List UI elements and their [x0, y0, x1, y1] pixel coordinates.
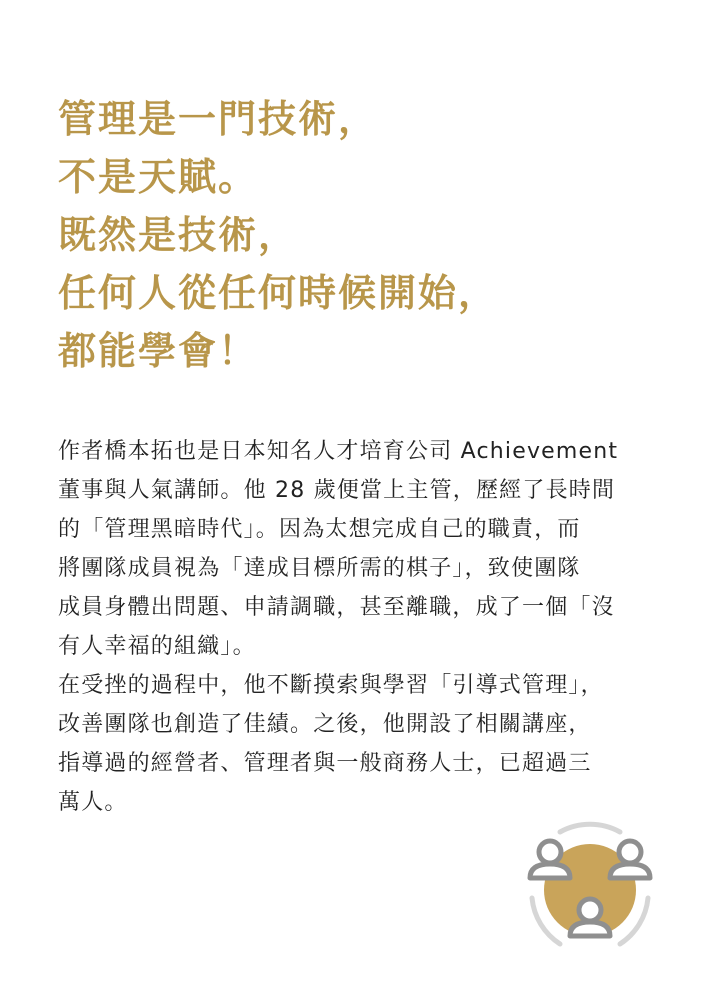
- bio-line-1: 作者橋本拓也是日本知名人才培育公司 Achievement: [58, 439, 619, 464]
- team-people-icon: [520, 818, 660, 958]
- headline-line-5: 都能學會！: [58, 329, 259, 373]
- headline-line-2: 不是天賦。: [58, 155, 259, 199]
- bio-line-2: 董事與人氣講師。他 28 歲便當上主管，歷經了長時間: [58, 478, 616, 503]
- bio-line-10: 萬人。: [58, 790, 128, 815]
- bio-line-3: 的「管理黑暗時代」。因為太想完成自己的職責，而: [58, 517, 581, 542]
- bio-line-5: 成員身體出問題、申請調職，甚至離職，成了一個「沒: [58, 595, 615, 620]
- bio-line-8: 改善團隊也創造了佳績。之後，他開設了相關講座，: [58, 712, 592, 737]
- bio-line-9: 指導過的經營者、管理者與一般商務人士，已超過三: [58, 751, 592, 776]
- team-illustration-svg: [520, 818, 660, 958]
- bio-line-6: 有人幸福的組織」。: [58, 634, 256, 659]
- headline-line-3: 既然是技術，: [58, 213, 299, 257]
- headline-line-4: 任何人從任何時候開始，: [58, 271, 499, 315]
- bio-line-7: 在受挫的過程中，他不斷摸索與學習「引導式管理」，: [58, 673, 604, 698]
- headline: [58, 90, 658, 380]
- headline-line-1: 管理是一門技術，: [58, 97, 379, 141]
- ring-arc-top: [560, 824, 620, 832]
- bio-line-4: 將團隊成員視為「達成目標所需的棋子」，致使團隊: [58, 556, 581, 581]
- author-bio: [58, 432, 658, 822]
